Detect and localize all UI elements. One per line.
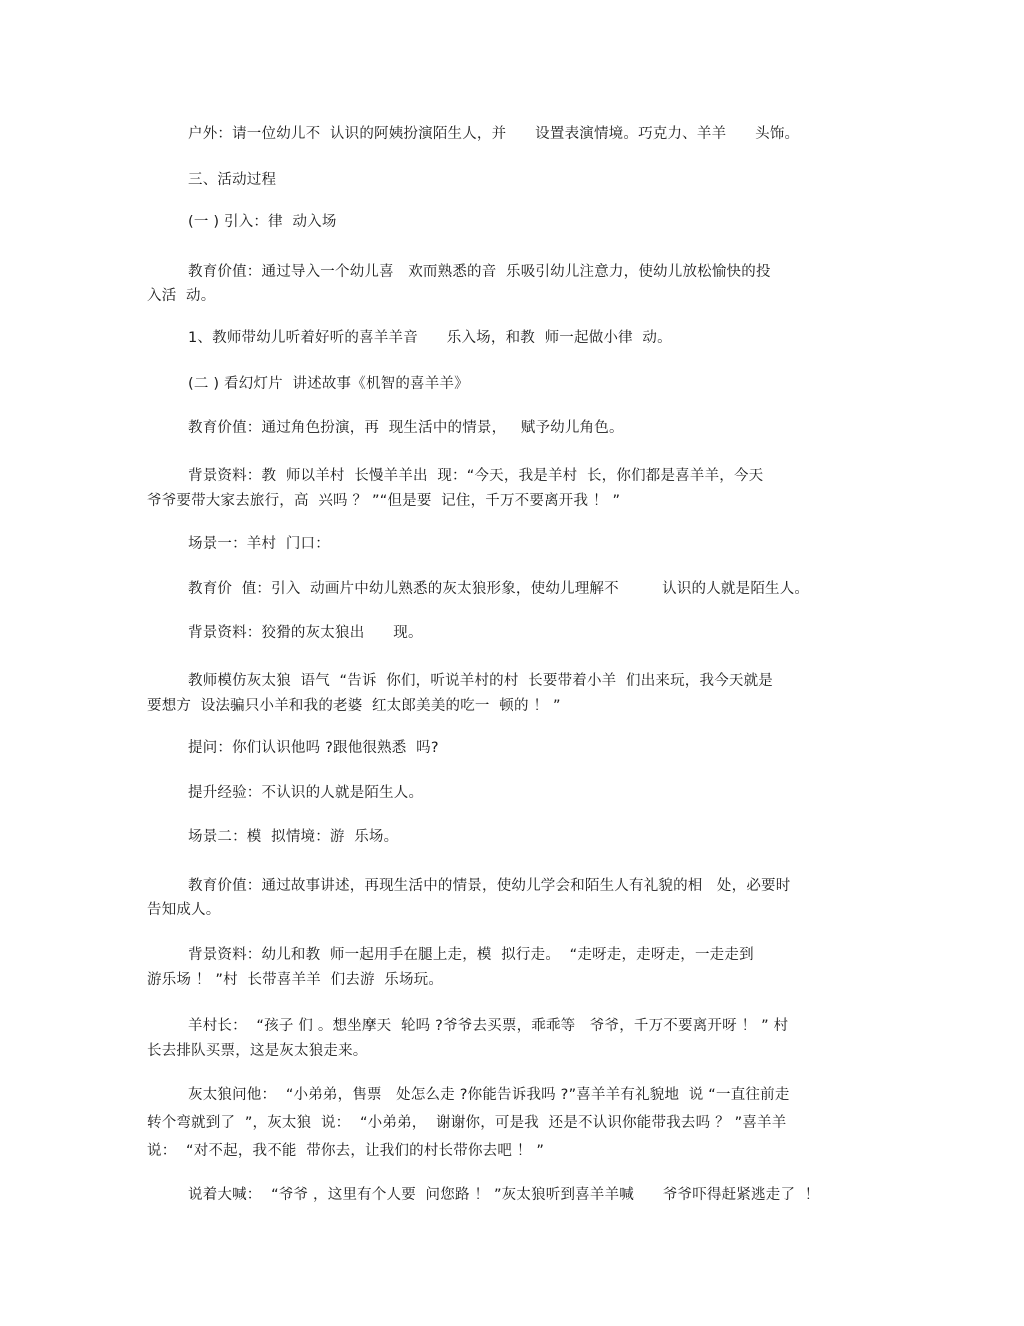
- text-line: 羊村长： “孩子 们 。想坐摩天 轮吗 ?爷爷去买票，乖乖等 爷爷，千万不要离开呀 ！ ” 村: [188, 1018, 789, 1034]
- text-line: 游乐场 ！ ”村 长带喜羊羊 们去游 乐场玩。: [147, 972, 444, 988]
- text-line: 背景资料：狡猾的灰太狼出 现。: [188, 625, 423, 641]
- subsection-heading: (一 ) 引入：律 动入场: [188, 214, 337, 230]
- text-line: 教育价值：通过导入一个幼儿喜 欢而熟悉的音 乐吸引幼儿注意力，使幼儿放松愉快的投: [188, 264, 771, 280]
- text-line: 背景资料：教 师以羊村 长慢羊羊出 现：“今天，我是羊村 长，你们都是喜羊羊，今天: [188, 468, 764, 484]
- text-line: 转个弯就到了 ”，灰太狼 说： “小弟弟， 谢谢你，可是我 还是不认识你能带我去吗 ？ ”喜羊羊: [147, 1115, 787, 1131]
- section-heading: 三、活动过程: [188, 172, 277, 188]
- subsection-heading: (二 ) 看幻灯片 讲述故事《机智的喜羊羊》: [188, 376, 469, 392]
- text-line: 教育价值：通过故事讲述，再现生活中的情景，使幼儿学会和陌生人有礼貌的相 处，必要时: [188, 878, 791, 894]
- text-line: 1、教师带幼儿听着好听的喜羊羊音 乐入场，和教 师一起做小律 动。: [188, 330, 672, 346]
- text-line: 教育价 值：引入 动画片中幼儿熟悉的灰太狼形象，使幼儿理解不 认识的人就是陌生人。: [188, 581, 810, 597]
- text-line: 说： “对不起，我不能 带你去，让我们的村长带你去吧 ！ ”: [147, 1143, 545, 1159]
- text-line: 长去排队买票，这是灰太狼走来。: [147, 1043, 368, 1059]
- text-line: 背景资料：幼儿和教 师一起用手在腿上走，模 拟行走。 “走呀走，走呀走，一走走到: [188, 947, 754, 963]
- text-line: 说着大喊： “爷爷 ，这里有个人要 问您路 ！ ”灰太狼听到喜羊羊喊 爷爷吓得赶紧逃走了 ！: [188, 1187, 820, 1203]
- text-line: 教师模仿灰太狼 语气 “告诉 你们，听说羊村的村 长要带着小羊 们出来玩，我今天就是: [188, 673, 773, 689]
- text-line: 提升经验：不认识的人就是陌生人。: [188, 785, 424, 801]
- text-line: 爷爷要带大家去旅行，高 兴吗 ？ ”“但是要 记住，千万不要离开我 ！ ”: [147, 493, 621, 509]
- text-line: 要想方 设法骗只小羊和我的老婆 红太郎美美的吃一 顿的 ！ ”: [147, 698, 561, 714]
- text-line: 提问：你们认识他吗 ?跟他很熟悉 吗?: [188, 740, 439, 756]
- text-line: 户外：请一位幼儿不 认识的阿姨扮演陌生人，并 设置表演情境。巧克力、羊羊 头饰。: [188, 126, 800, 142]
- text-line: 场景一：羊村 门口：: [188, 536, 330, 552]
- text-line: 教育价值：通过角色扮演，再 现生活中的情景， 赋予幼儿角色。: [188, 420, 624, 436]
- text-line: 灰太狼问他： “小弟弟，售票 处怎么走 ?你能告诉我吗 ?”喜羊羊有礼貌地 说 “一直往前走: [188, 1087, 790, 1103]
- text-line: 告知成人。: [147, 902, 221, 918]
- text-line: 入活 动。: [147, 288, 216, 304]
- text-line: 场景二：模 拟情境：游 乐场。: [188, 829, 399, 845]
